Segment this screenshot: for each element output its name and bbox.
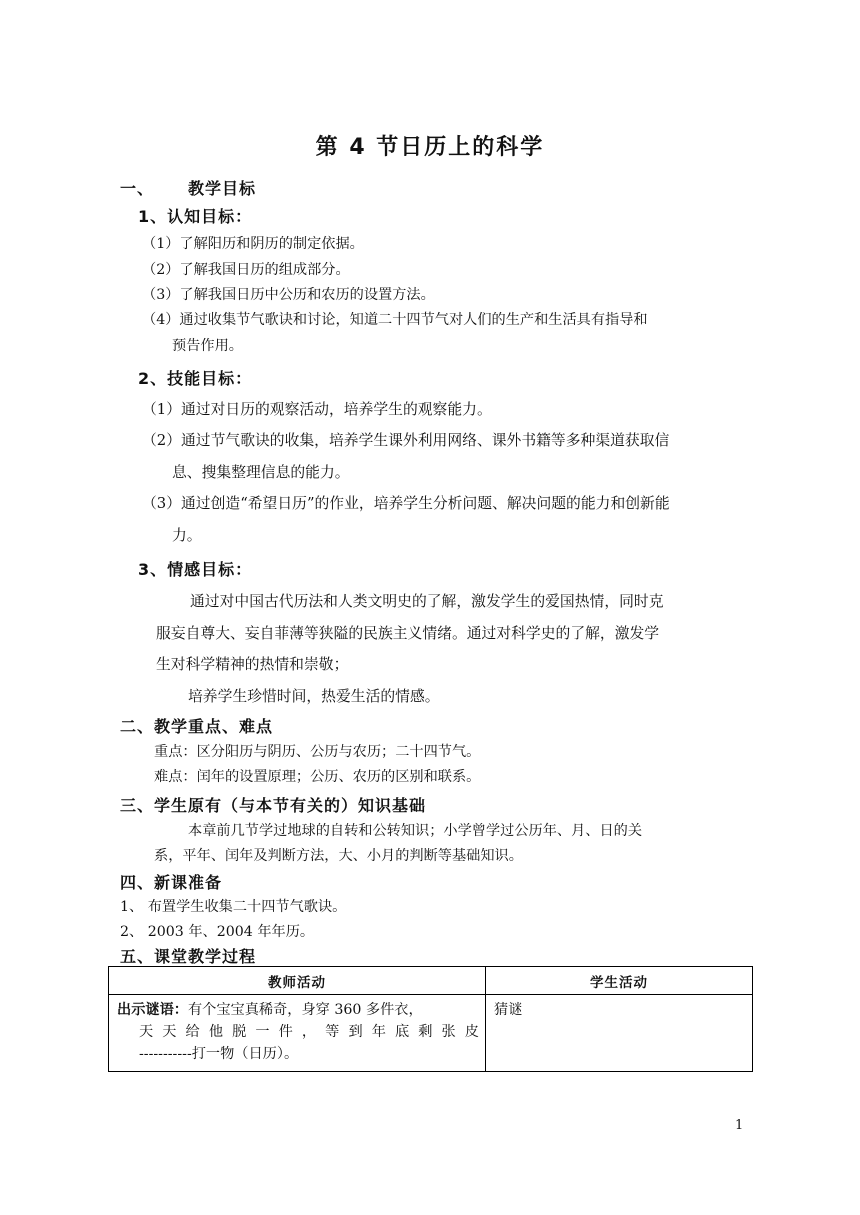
teacher-activity-cell <box>109 995 486 1072</box>
prior-knowledge-line: 本章前几节学过地球的自转和公转知识；小学曾学过公历年、月、日的关 <box>188 823 643 839</box>
table-header-row <box>109 967 753 995</box>
section-1-heading: 教学目标 <box>188 179 257 198</box>
riddle-line: 天天给他脱一件，等到年底剩张皮 <box>139 1024 479 1040</box>
emotion-goal-line: 服妄自尊大、妄自菲薄等狭隘的民族主义情绪。通过对科学史的了解，激发学 <box>156 625 660 642</box>
page-title: 第 4 节日历上的科学 <box>315 135 545 160</box>
student-activity-cell: 猜谜 <box>486 995 753 1072</box>
skill-goal-item-cont: 息、搜集整理信息的能力。 <box>172 464 350 481</box>
student-activity-header: 学生活动 <box>486 967 753 995</box>
preparation-item: 2、 2003 年、2004 年年历。 <box>120 924 315 940</box>
key-point: 重点：区分阳历与阴历、公历与农历；二十四节气。 <box>154 744 481 760</box>
skill-goal-item: （3）通过创造“希望日历”的作业，培养学生分析问题、解决问题的能力和创新能 <box>142 495 670 512</box>
riddle-label: 出示谜语： <box>117 1002 188 1018</box>
prior-knowledge-line: 系，平年、闰年及判断方法，大、小月的判断等基础知识。 <box>154 848 523 864</box>
skill-goals-heading: 2、技能目标： <box>138 369 253 388</box>
emotion-goals-heading: 3、情感目标： <box>138 560 253 579</box>
preparation-item: 1、 布置学生收集二十四节气歌诀。 <box>120 899 347 915</box>
riddle-line: 有个宝宝真稀奇，身穿 360 多件衣， <box>187 1002 423 1018</box>
skill-goal-item-cont: 力。 <box>172 527 202 544</box>
cognitive-goals-heading: 1、认知目标： <box>138 207 253 226</box>
cognitive-goal-item: （3）了解我国日历中公历和农历的设置方法。 <box>142 287 435 303</box>
section-2-heading: 二、教学重点、难点 <box>120 717 274 736</box>
section-3-heading: 三、学生原有（与本节有关的）知识基础 <box>120 796 427 815</box>
cognitive-goal-item-cont: 预告作用。 <box>172 338 243 354</box>
skill-goal-item: （1）通过对日历的观察活动，培养学生的观察能力。 <box>142 401 492 418</box>
emotion-goal-line: 生对科学精神的热情和崇敬； <box>156 656 349 673</box>
skill-goal-item: （2）通过节气歌诀的收集，培养学生课外利用网络、课外书籍等多种渠道获取信 <box>142 432 670 449</box>
riddle-line: -----------打一物（日历）。 <box>139 1046 299 1062</box>
cognitive-goal-item: （4）通过收集节气歌诀和讨论，知道二十四节气对人们的生产和生活具有指导和 <box>142 312 648 328</box>
teaching-process-table <box>108 966 753 1072</box>
section-4-heading: 四、新课准备 <box>120 873 223 892</box>
section-5-heading: 五、课堂教学过程 <box>120 947 257 966</box>
emotion-goal-line: 通过对中国古代历法和人类文明史的了解，激发学生的爱国热情，同时克 <box>190 593 664 610</box>
page-number: 1 <box>735 1118 744 1133</box>
table-row <box>109 995 753 1072</box>
cognitive-goal-item: （2）了解我国日历的组成部分。 <box>142 262 350 278</box>
section-1-number: 一、 <box>120 179 155 198</box>
difficult-point: 难点：闰年的设置原理；公历、农历的区别和联系。 <box>154 769 481 785</box>
cognitive-goal-item: （1）了解阳历和阴历的制定依据。 <box>142 236 364 252</box>
teacher-activity-header: 教师活动 <box>109 967 486 995</box>
emotion-goal-line: 培养学生珍惜时间，热爱生活的情感。 <box>188 688 440 705</box>
